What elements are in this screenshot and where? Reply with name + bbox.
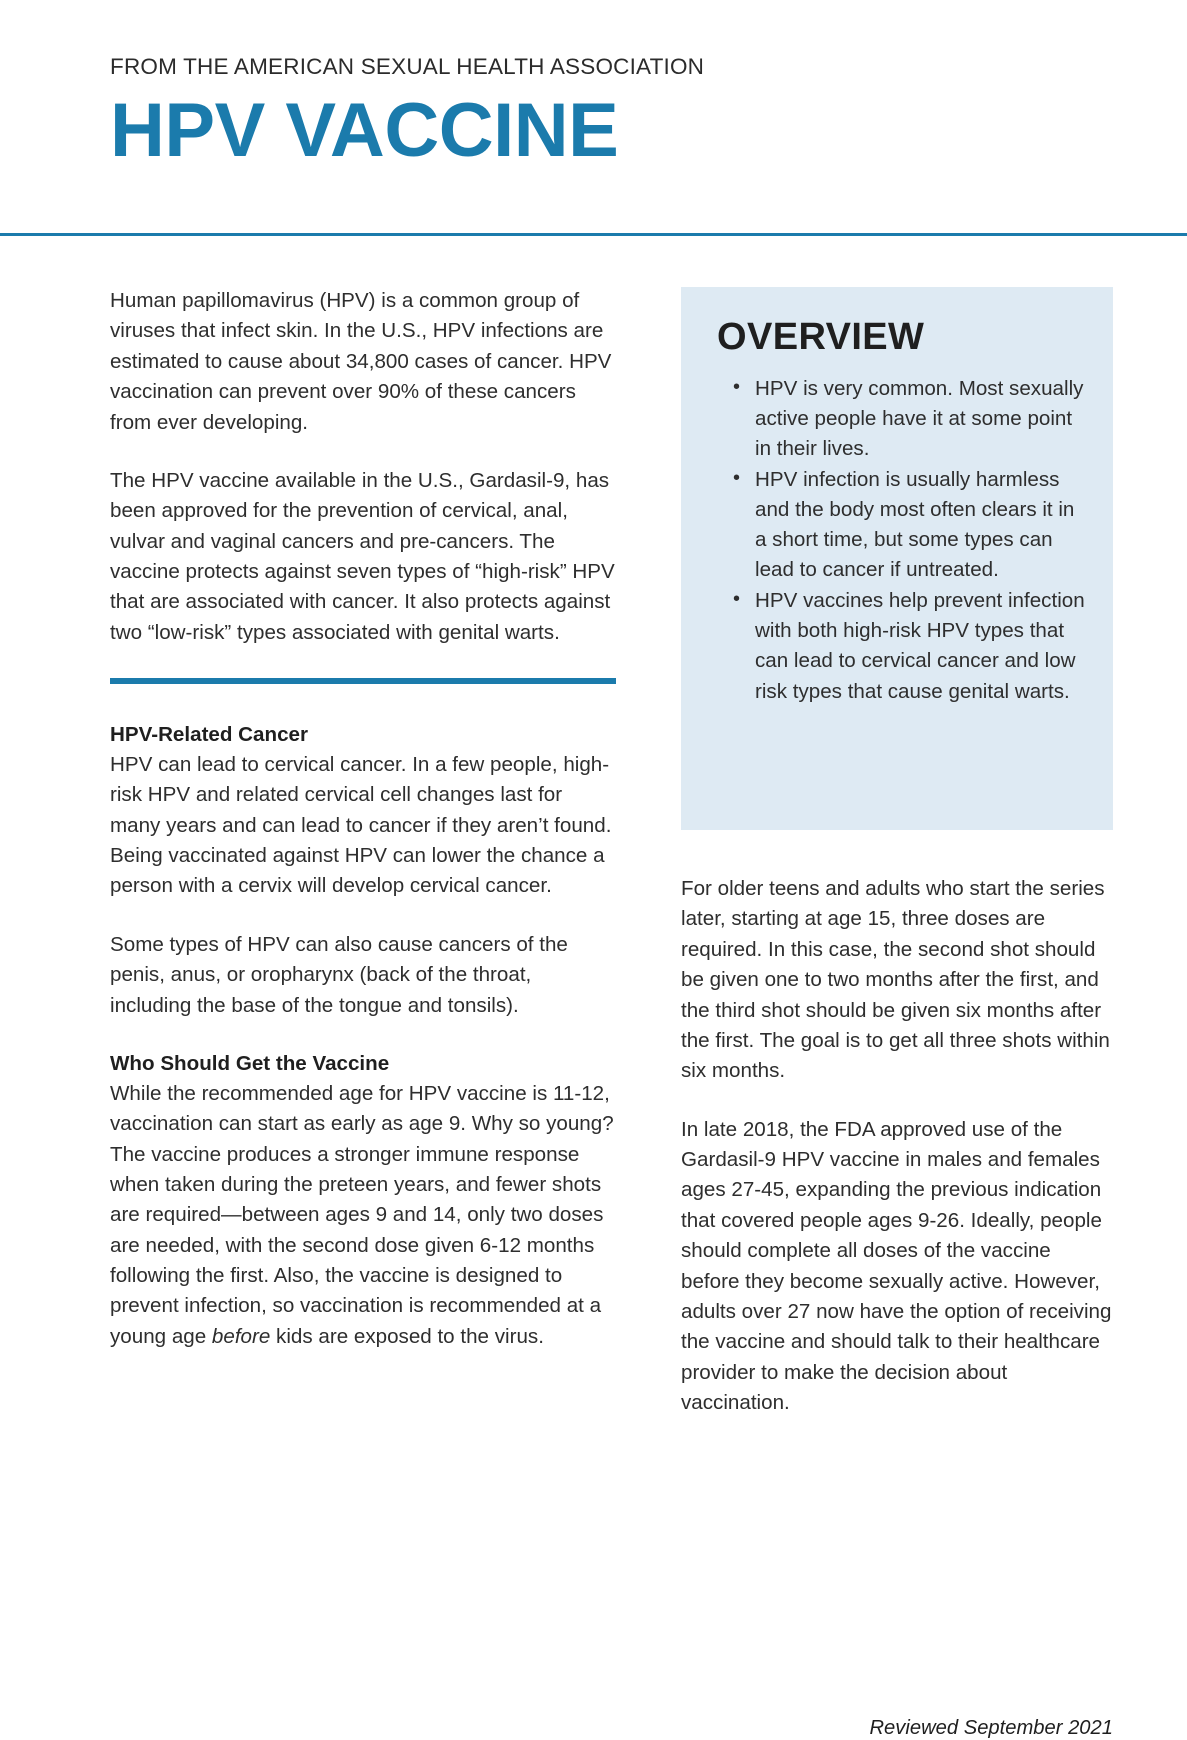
reviewed-date: Reviewed September 2021 [869,1717,1113,1739]
organization-kicker: FROM THE AMERICAN SEXUAL HEALTH ASSOCIATION [110,54,705,79]
list-item: • HPV vaccines help prevent infection with both high-risk HPV types that can lead to cervical cancer and low risk types that cause genital warts. [733,586,1091,707]
other-cancers-paragraph: Some types of HPV can also cause cancers of the penis, anus, or oropharynx (back of the throat, including the base of the tongue and tonsils). [110,932,568,1017]
doses-paragraph: For older teens and adults who start the series later, starting at age 15, three doses are required. In this case, the second shot should be given one to two months after the first, and the third shot should be given six months after the first. The goal is to get all three shots within six months. [681,877,1110,1083]
list-item: • HPV infection is usually harmless and the body most often clears it in a short time, but some types can lead to cancer if untreated. [733,465,1091,586]
overview-title: OVERVIEW [717,316,925,358]
right-column [681,287,1113,1739]
hpv-related-cancer-heading: HPV-Related Cancer [110,723,309,747]
page-title: HPV VACCINE [110,87,619,173]
overview-callout-box [681,287,1113,830]
list-item: • HPV is very common. Most sexually active people have it at some point in their lives. [733,374,1091,465]
right-column-body [681,874,1113,1418]
vaccine-paragraph: The HPV vaccine available in the U.S., Gardasil-9, has been approved for the prevention of cervical, anal, vulvar and vaginal cancers and pre-cancers. The vaccine protects against seven types of “high-risk” HPV that are associated with cancer. It also protects against two “low-risk” types associated with genital warts. [110,468,615,644]
overview-bullet-list [717,374,1091,707]
who-should-get-vaccine-heading: Who Should Get the Vaccine [110,1051,390,1075]
who-paragraph-emphasis: before [211,1324,271,1348]
fda-approval-paragraph: In late 2018, the FDA approved use of the Gardasil-9 HPV vaccine in males and females ages 27-45, expanding the previous indication that covered people ages 9-26. Ideally, people should complete all doses of the vaccine before they become sexually active. However, adults over 27 now have the option of receiving the vaccine and should talk to their healthcare provider to make the decision about vaccination. [681,1117,1112,1414]
left-column [110,286,615,1352]
who-paragraph-part-two: kids are exposed to the virus. [270,1324,544,1348]
who-paragraph-part-one: While the recommended age for HPV vaccine is 11-12, vaccination can start as early as age 9. Why so young? The vaccine produces a stronger immune response when taken during the preteen years, and fewer shots are required—between ages 9 and 14, only two doses are needed, with the second dose given 6-12 months following the first. Also, the vaccine is designed to prevent infection, so vaccination is recommended at a young age [110,1081,614,1348]
header-divider-rule [0,233,1187,236]
section-divider-bar [110,678,616,684]
intro-paragraph: Human papillomavirus (HPV) is a common group of viruses that infect skin. In the U.S., HPV infections are estimated to cause about 34,800 cases of cancer. HPV vaccination can prevent over 90% of these cancers from ever developing. [110,289,612,434]
hpv-related-cancer-paragraph: HPV can lead to cervical cancer. In a few people, high-risk HPV and related cervical cell changes last for many years and can lead to cancer if they aren’t found. Being vaccinated against HPV can lower the chance a person with a cervix will develop cervical cancer. [110,752,612,898]
masthead [110,54,1127,173]
who-should-get-vaccine-paragraph [110,1079,615,1352]
